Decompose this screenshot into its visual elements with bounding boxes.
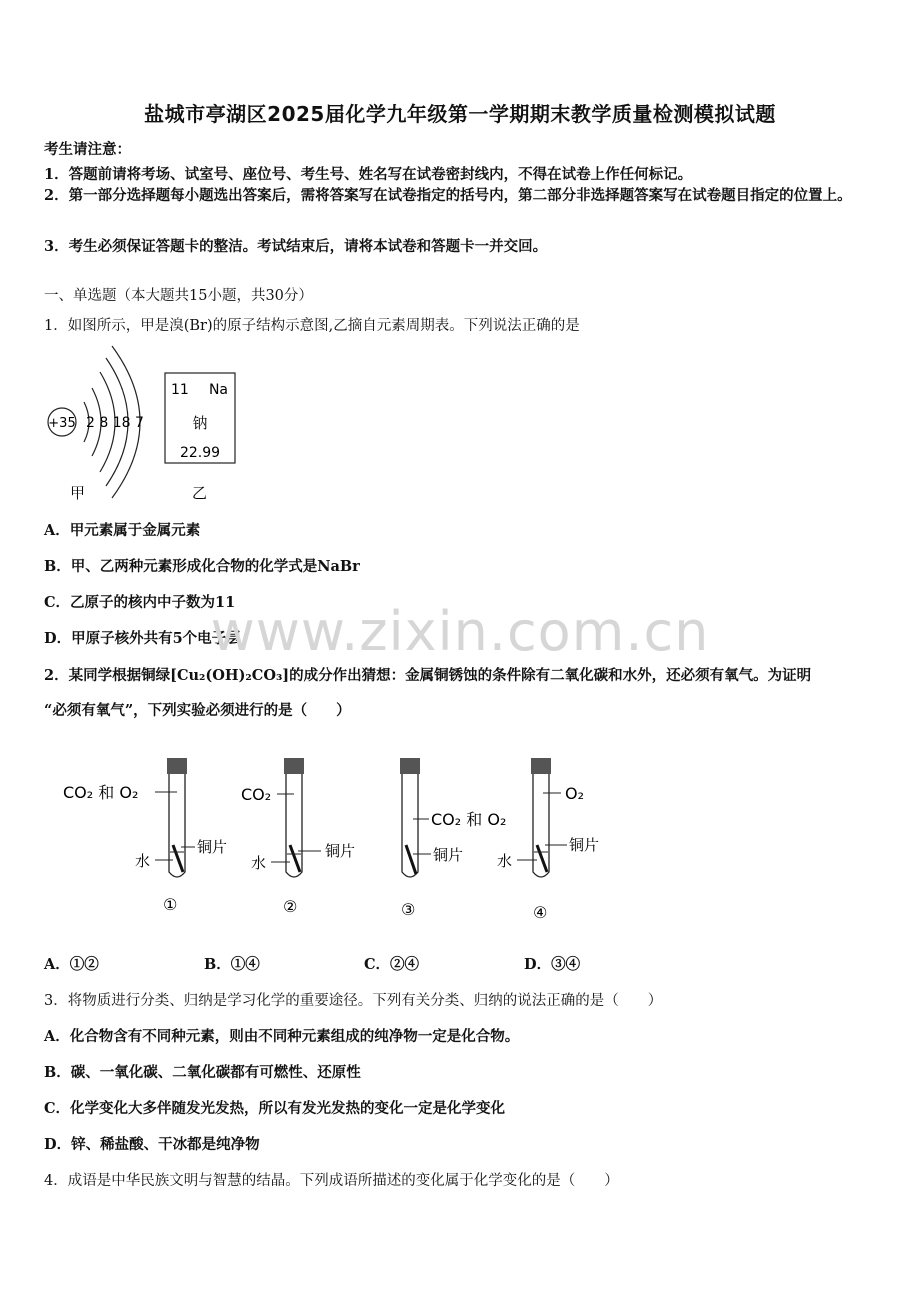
tube-glass	[402, 774, 418, 877]
q1-option-a: A．甲元素属于金属元素	[44, 522, 201, 539]
test-tube-1	[63, 758, 227, 914]
q2-option-d: D．③④	[524, 956, 581, 973]
q3-option-d: D．锌、稀盐酸、干冰都是纯净物	[44, 1136, 260, 1153]
watermark: www.zixin.com.cn	[210, 600, 710, 663]
copper-strip	[290, 845, 300, 872]
tube-number: ③	[401, 900, 416, 919]
test-tube-3	[400, 758, 506, 919]
periodic-table-cell	[165, 373, 235, 502]
test-tube-2	[241, 758, 355, 916]
stopper	[400, 758, 420, 774]
test-tube-4	[497, 758, 599, 922]
element-name: 钠	[192, 414, 208, 432]
notice-item: 1．答题前请将考场、试室号、座位号、考生号、姓名写在试卷密封线内，不得在试卷上作任何标记。	[44, 166, 693, 183]
tube-number: ①	[163, 895, 178, 914]
label-jia: 甲	[70, 484, 86, 502]
label-yi: 乙	[192, 484, 208, 502]
q3-option-a: A．化合物含有不同种元素，则由不同种元素组成的纯净物一定是化合物。	[44, 1028, 520, 1045]
atomic-mass: 22.99	[179, 445, 221, 461]
gas-label: O₂	[565, 784, 585, 803]
q1-option-c: C．乙原子的核内中子数为11	[44, 594, 236, 611]
tube-glass	[533, 774, 549, 877]
notice-item: 2．第一部分选择题每小题选出答案后，需将答案写在试卷指定的括号内，第二部分非选择题答案写在试卷题目指定的位置上。	[44, 187, 852, 204]
copper-label: 铜片	[569, 836, 600, 854]
stopper	[531, 758, 551, 774]
element-symbol: Na	[208, 382, 228, 398]
question-2-stem: “必须有氧气”，下列实验必须进行的是（ ）	[44, 702, 351, 719]
water-label: 水	[497, 852, 513, 870]
q2-option-b: B．①④	[204, 956, 260, 973]
q3-option-b: B．碳、一氧化碳、二氧化碳都有可燃性、还原性	[44, 1064, 361, 1081]
stopper	[167, 758, 187, 774]
atom-structure-diagram	[48, 346, 144, 502]
notice-item: 3．考生必须保证答题卡的整洁。考试结束后，请将本试卷和答题卡一并交回。	[44, 238, 548, 255]
shell-electrons: 2 8 18 7	[86, 415, 144, 431]
water-label: 水	[251, 854, 267, 872]
water-label: 水	[135, 852, 151, 870]
copper-label: 铜片	[197, 838, 228, 856]
q1-option-b: B．甲、乙两种元素形成化合物的化学式是NaBr	[44, 558, 360, 575]
copper-strip	[406, 845, 416, 874]
notice-heading: 考生请注意：	[44, 141, 131, 158]
gas-label: CO₂ 和 O₂	[431, 810, 507, 829]
tube-glass	[169, 774, 185, 877]
q3-option-c: C．化学变化大多伴随发光发热，所以有发光发热的变化一定是化学变化	[44, 1100, 506, 1117]
question-1-stem: 1．如图所示，甲是溴(Br)的原子结构示意图,乙摘自元素周期表。下列说法正确的是	[44, 318, 580, 334]
stopper	[284, 758, 304, 774]
copper-strip	[537, 845, 547, 872]
q1-option-d: D．甲原子核外共有5个电子层	[44, 630, 241, 647]
tube-number: ②	[283, 897, 298, 916]
tube-number: ④	[533, 903, 548, 922]
gas-label: CO₂ 和 O₂	[63, 783, 139, 802]
section-heading: 一、单选题（本大题共15小题，共30分）	[44, 288, 313, 304]
atomic-number: 11	[171, 382, 189, 398]
question-2-stem: 2．某同学根据铜绿[Cu₂(OH)₂CO₃]的成分作出猜想：金属铜锈蚀的条件除有二氧化碳和水外，还必须有氧气。为证明	[44, 667, 812, 684]
q1-figure	[40, 340, 260, 510]
copper-label: 铜片	[325, 842, 356, 860]
nucleus-charge: +35	[48, 416, 76, 431]
page-title: 盐城市亭湖区2025届化学九年级第一学期期末教学质量检测模拟试题	[144, 102, 776, 126]
q2-option-c: C．②④	[364, 956, 420, 973]
copper-strip	[173, 845, 183, 872]
question-3-stem: 3．将物质进行分类、归纳是学习化学的重要途径。下列有关分类、归纳的说法正确的是（ ）	[44, 993, 663, 1009]
q2-option-a: A．①②	[44, 956, 99, 973]
copper-label: 铜片	[433, 846, 464, 864]
q2-test-tubes-figure	[55, 750, 635, 930]
gas-label: CO₂	[241, 785, 272, 804]
question-4-stem: 4．成语是中华民族文明与智慧的结晶。下列成语所描述的变化属于化学变化的是（ ）	[44, 1173, 619, 1189]
